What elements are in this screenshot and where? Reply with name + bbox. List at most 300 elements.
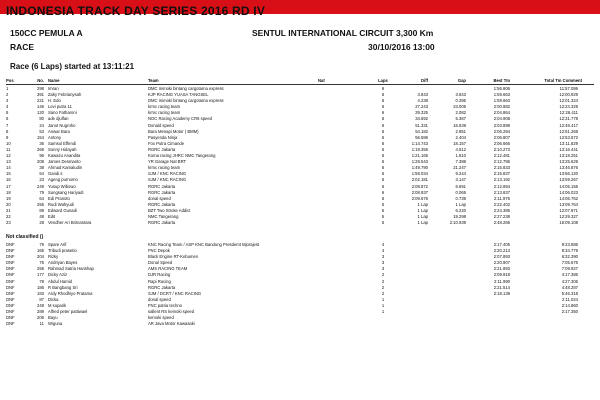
table-row: [0, 220, 600, 226]
cell-no: 48: [39, 213, 44, 219]
cell-diff: 56.586: [415, 134, 428, 140]
cell-name: Kawazu Anandita: [48, 153, 81, 159]
cell-team: donal speed: [148, 296, 171, 302]
cell-diff: 51.331: [415, 122, 428, 128]
cell-total: 2:11.024: [562, 296, 578, 302]
cell-best: 2:24.385: [493, 207, 510, 213]
cell-total: 12:29.327: [559, 213, 578, 219]
cell-team: Black Engine RT-Kebumen: [148, 254, 199, 260]
cell-no: 54: [39, 171, 44, 177]
cell-pos: 9: [6, 134, 9, 140]
cell-name: Tribudi prasetio: [48, 248, 77, 254]
cell-gap: 16.639: [453, 122, 466, 128]
cell-laps: 6: [381, 146, 385, 152]
cell-name: Andriyan Bayes: [48, 260, 78, 266]
cell-total: 5:46.318: [561, 290, 578, 296]
cell-best: 2:13.837: [493, 189, 510, 195]
cell-total: 4:27.306: [561, 278, 578, 284]
cell-total: 4:17.386: [561, 272, 578, 278]
cell-gap: 2.082: [455, 110, 466, 116]
cell-team: KNC Racing Team / ASP KNC Bandung Presdemt Mjorajest: [148, 242, 260, 247]
cell-diff: 1 Lap: [417, 201, 428, 207]
cell-best: 1:56.606: [493, 86, 510, 91]
cell-no: 96: [39, 153, 44, 159]
col-best: Best Tm: [493, 78, 510, 83]
cell-best: 2:04.908: [493, 116, 510, 122]
cell-laps: 6: [381, 116, 385, 122]
cell-gap: 6.220: [455, 207, 466, 213]
cell-best: 2:15.833: [493, 165, 510, 171]
cell-pos: DNF: [6, 309, 15, 315]
cell-total: 13:59.267: [559, 177, 578, 183]
cell-no: 165: [37, 248, 44, 254]
cell-total: 13:18.251: [559, 153, 578, 159]
cell-best: 2:21.893: [493, 266, 510, 272]
cell-no: 78: [39, 278, 44, 284]
cell-laps: 3: [381, 266, 385, 272]
cell-diff: 2:08.937: [411, 189, 428, 195]
cell-gap: 0.739: [455, 195, 466, 201]
cell-gap: 18.157: [453, 140, 466, 146]
cell-team: Bara Menapi Motor ( BMM): [148, 128, 199, 134]
col-laps: Laps: [378, 78, 388, 83]
cell-diff: 4.238: [417, 98, 428, 104]
cell-team: NMC Tangerang: [148, 213, 179, 219]
cell-total: 4:48.287: [561, 284, 578, 290]
cell-team: Donal Speed: [148, 260, 173, 266]
cell-pos: DNF: [6, 290, 15, 296]
cell-total: 12:51.268: [559, 128, 578, 134]
cell-no: 38: [39, 165, 44, 171]
cell-pos: 8: [6, 128, 9, 134]
cell-total: 14:06.023: [559, 189, 578, 195]
cell-team: Koma racing JHRC NMC Tangerang: [148, 153, 216, 159]
cell-total: 13:56.120: [559, 171, 578, 177]
cell-best: 2:12.796: [493, 159, 510, 165]
cell-total: 13:09.764: [559, 201, 578, 207]
cell-best: 1:59.663: [493, 92, 510, 98]
cell-diff: 2:02.181: [411, 177, 428, 183]
cell-pos: DNF: [6, 272, 15, 278]
cell-name: Ardy Rhodhiyo Pratama: [48, 290, 93, 296]
cell-no: 87: [39, 296, 44, 302]
class-name: 150CC PEMULA A: [10, 28, 83, 38]
cell-no: 255: [37, 201, 44, 207]
cell-gap: 0.065: [455, 189, 466, 195]
cell-team: BZT Two Stroke Addict: [148, 207, 191, 213]
cell-gap: 5.367: [455, 116, 466, 122]
cell-pos: 17: [6, 183, 11, 189]
cell-pos: 3: [6, 98, 9, 104]
cell-diff: 1 Lap: [417, 207, 428, 213]
cell-diff: 29.325: [415, 110, 428, 116]
cell-gap: 9.244: [455, 171, 466, 177]
cell-name: Antony: [48, 134, 62, 140]
cell-name: Edit: [48, 213, 56, 219]
cell-gap: 7.388: [455, 159, 466, 165]
cell-total: 12:07.971: [559, 207, 578, 213]
cell-team: RGRC Jakarta: [148, 284, 176, 290]
cell-best: 2:11.976: [494, 195, 510, 201]
cell-team: RGRC Jakarta: [148, 220, 176, 226]
cell-pos: 14: [6, 165, 11, 171]
cell-name: Sano Fatharoni: [48, 110, 77, 116]
cell-gap: 1 Lap: [455, 201, 466, 207]
cell-team: SJM / DCRT / KNC RACING: [148, 290, 202, 296]
cell-no: 23: [39, 177, 44, 183]
cell-gap: 1.810: [455, 153, 466, 159]
cell-laps: 6: [381, 134, 385, 140]
cell-total: 14:05.155: [559, 183, 578, 189]
cell-no: 89: [39, 207, 44, 213]
cell-laps: 6: [381, 177, 385, 183]
cell-team: SJM / KNC RACING: [148, 171, 187, 177]
cell-best: 2:06.666: [493, 140, 510, 146]
cell-total: 13:25.629: [559, 159, 578, 165]
cell-name: Edward Gunadi: [48, 207, 77, 213]
cell-total: 12:26.411: [559, 110, 578, 116]
cell-laps: 4: [381, 248, 385, 254]
cell-no: 80: [39, 116, 44, 122]
session-label: RACE: [10, 42, 35, 52]
cell-laps: 6: [381, 159, 385, 165]
cell-laps: 3: [381, 260, 385, 266]
cell-no: 249: [37, 302, 44, 308]
cell-best: 1:59.663: [493, 98, 510, 104]
col-diff: Diff: [421, 78, 428, 83]
cell-laps: 6: [381, 189, 385, 195]
cell-no: 266: [37, 146, 44, 152]
cell-team: Fox Putra Cimande: [148, 140, 185, 146]
cell-total: 12:48.417: [559, 122, 578, 128]
cell-total: 13:16.441: [559, 146, 578, 152]
cell-pos: DNF: [6, 242, 15, 247]
cell-laps: 5: [381, 220, 385, 226]
cell-best: 2:20.213: [493, 248, 510, 254]
cell-pos: DNF: [6, 254, 15, 260]
cell-gap: 3.843: [455, 92, 466, 98]
cell-team: DMC mimoki bintang cargotama express: [148, 98, 224, 104]
cell-diff: 34.692: [415, 116, 428, 122]
cell-team: sallent RS kemoki speed: [148, 309, 195, 315]
classified-table: [0, 86, 600, 226]
session-datetime: 30/10/2016 13:00: [368, 42, 435, 52]
cell-pos: DNF: [6, 266, 15, 272]
cell-team: kemoki speed: [148, 315, 174, 321]
cell-laps: 6: [381, 98, 385, 104]
cell-team: DJR Racing: [148, 272, 171, 278]
cell-diff: 1:59.034: [411, 171, 428, 177]
cell-name: Janot Nugroho: [48, 122, 76, 128]
cell-no: 249: [37, 183, 44, 189]
cell-no: 146: [37, 104, 44, 110]
cell-diff: 1 Lap: [417, 213, 428, 219]
cell-gap: 4.612: [455, 146, 466, 152]
cell-pos: 12: [6, 153, 11, 159]
cell-name: Dicky Aziz: [48, 272, 68, 278]
cell-no: 289: [37, 309, 44, 315]
cell-no: 11: [39, 321, 44, 327]
cell-pos: 2: [6, 92, 9, 98]
cell-best: 2:07.893: [493, 254, 510, 260]
cell-laps: 6: [381, 110, 385, 116]
col-total: Total Tm Comment: [544, 78, 582, 83]
cell-name: R Bangbang Sri: [48, 284, 78, 290]
cell-diff: 2:09.676: [411, 195, 428, 201]
cell-pos: DNF: [6, 284, 15, 290]
cell-total: 13:46.876: [559, 165, 578, 171]
cell-team: Pasyenda Ninja: [148, 134, 178, 140]
cell-name: ade djulfan: [48, 116, 69, 122]
cell-team: AR Java Motor Kawasaki: [148, 321, 195, 327]
cell-laps: 5: [381, 207, 385, 213]
cell-team: krmc racing team: [148, 110, 181, 116]
col-nat: Nat: [318, 78, 325, 83]
cell-total: 12:24.329: [559, 104, 578, 110]
cell-name: Imran: [48, 86, 59, 91]
cell-name: Abdul Hamid: [48, 278, 72, 284]
cell-name: Ageng purnomo: [48, 177, 78, 183]
cell-pos: 13: [6, 159, 11, 165]
cell-team: Rapi Racing: [148, 278, 171, 284]
cell-best: 2:13.192: [493, 177, 510, 183]
cell-diff: 1:21.165: [411, 153, 428, 159]
cell-no: 28: [39, 220, 44, 226]
cell-pos: 1: [6, 86, 9, 91]
cell-best: 2:11.990: [494, 278, 510, 284]
cell-pos: DNF: [6, 260, 15, 266]
cell-name: Dicka: [48, 296, 59, 302]
cell-gap: 2:10.939: [449, 220, 466, 226]
cell-pos: 11: [6, 146, 11, 152]
cell-best: 2:15.837: [493, 171, 510, 177]
cell-total: 6:32.390: [561, 254, 578, 260]
cell-pos: 10: [6, 140, 11, 146]
cell-pos: 16: [6, 177, 11, 183]
cell-total: 14:06.762: [559, 195, 578, 201]
cell-name: James Desmanto: [48, 159, 81, 165]
cell-team: krmc racing team: [148, 165, 181, 171]
cell-pos: 18: [6, 189, 11, 195]
col-name: Name: [48, 78, 60, 83]
cell-diff: 2:08.872: [411, 183, 428, 189]
cell-laps: 2: [381, 290, 385, 296]
cell-laps: 6: [381, 153, 385, 159]
cell-gap: 19.298: [453, 213, 466, 219]
cell-diff: 1:14.743: [411, 140, 428, 146]
cell-diff: 1:28.543: [411, 159, 428, 165]
cell-total: 2:14.860: [561, 302, 578, 308]
cell-team: RGRC Jakarta: [148, 189, 176, 195]
cell-gap: 6.691: [455, 183, 466, 189]
cell-team: SJM / KNC RACING: [148, 177, 187, 183]
cell-laps: 6: [381, 171, 385, 177]
cell-no: 76: [39, 260, 44, 266]
cell-total: 9:23.886: [561, 242, 578, 247]
cell-best: 2:06.294: [493, 128, 510, 134]
cell-total: 12:00.929: [559, 92, 578, 98]
cell-total: 13:11.829: [559, 140, 578, 146]
col-gap: Gap: [457, 78, 466, 83]
cell-total: 8:34.779: [561, 248, 578, 254]
cell-laps: 2: [381, 284, 385, 290]
cell-name: Ahmad Kamaludin: [48, 165, 83, 171]
cell-no: 298: [37, 86, 44, 91]
cell-best: 2:03.898: [493, 122, 510, 128]
cell-laps: 6: [381, 128, 385, 134]
cell-laps: 6: [381, 140, 385, 146]
cell-best: 2:12.894: [493, 183, 510, 189]
cell-team: NOC Racing Academy CR6 speed: [148, 116, 213, 122]
cell-name: Samsul Effendi: [48, 140, 77, 146]
cell-team: FNC Depok: [148, 248, 170, 254]
cell-total: 7:09.927: [561, 266, 578, 272]
cell-best: 2:00.882: [493, 104, 510, 110]
cell-best: 2:20.907: [493, 260, 510, 266]
cell-diff: 3.843: [417, 92, 428, 98]
cell-total: 12:01.324: [559, 98, 578, 104]
race-info: Race (6 Laps) started at 13:11:21: [10, 62, 135, 71]
cell-diff: 54.182: [415, 128, 428, 134]
cell-laps: 5: [381, 213, 385, 219]
cell-pos: DNF: [6, 248, 15, 254]
cell-name: Rizky: [48, 254, 59, 260]
cell-no: 154: [37, 134, 44, 140]
cell-laps: 1: [381, 302, 385, 308]
table-row: [0, 321, 600, 327]
cell-name: Anwar Bara: [48, 128, 70, 134]
cell-name: Rudi Wahyudi: [48, 201, 74, 207]
cell-best: 2:04.864: [493, 110, 510, 116]
cell-gap: 21.247: [453, 165, 466, 171]
cell-gap: 0.395: [455, 98, 466, 104]
cell-best: 2:10.273: [493, 146, 510, 152]
cell-gap: 2.404: [455, 134, 466, 140]
cell-no: 208: [37, 159, 44, 165]
cell-name: Yusup Wibowo: [48, 183, 76, 189]
cell-no: 79: [39, 242, 44, 247]
col-pos: Pos: [6, 78, 14, 83]
cell-name: Edi Pranoto: [48, 195, 70, 201]
cell-laps: 6: [381, 165, 385, 171]
cell-laps: 1: [381, 309, 385, 315]
cell-best: 2:12.481: [493, 153, 510, 159]
cell-laps: 6: [381, 122, 385, 128]
cell-no: 258: [37, 266, 44, 272]
col-team: Team: [148, 78, 159, 83]
cell-total: 7:05.676: [561, 260, 578, 266]
cell-diff: 27.243: [415, 104, 428, 110]
cell-team: RGRC Jakarta: [148, 183, 176, 189]
cell-no: 206: [37, 315, 44, 321]
cell-name: Wiguna: [48, 321, 63, 327]
cell-no: 53: [39, 128, 44, 134]
cell-total: 2:17.350: [561, 309, 578, 315]
cell-no: 64: [39, 195, 44, 201]
cell-team: donal speed: [148, 195, 171, 201]
cell-pos: DNF: [6, 278, 15, 284]
cell-diff: 1 Lap: [417, 220, 428, 226]
cell-name: Bayu: [48, 315, 58, 321]
cell-diff: 1:19.355: [411, 146, 428, 152]
cell-no: 221: [37, 98, 44, 104]
cell-best: 2:22.402: [493, 201, 510, 207]
cell-gap: 3.147: [455, 177, 466, 183]
cell-team: AMS RACING TEAM: [148, 266, 188, 272]
cell-laps: 3: [381, 254, 385, 260]
cell-gap: 23.005: [453, 104, 466, 110]
cell-diff: 1:49.790: [411, 165, 428, 171]
cell-pos: 21: [6, 207, 11, 213]
cell-pos: 22: [6, 213, 11, 219]
cell-name: Levi putra 11: [48, 104, 72, 110]
cell-pos: 7: [6, 122, 9, 128]
cell-no: 24: [39, 122, 44, 128]
cell-no: 120: [37, 110, 44, 116]
cell-team: krmc racing team: [148, 104, 181, 110]
cell-team: RGRC Jakarta: [148, 146, 176, 152]
cell-team: KJP RACING YUASA TANGSEL: [148, 92, 209, 98]
not-classified-table: [0, 242, 600, 327]
cell-name: Spare Arif: [48, 242, 67, 247]
cell-name: Vendher Ari Brimantara: [48, 220, 92, 226]
cell-laps: 6: [381, 86, 385, 91]
cell-total: 16:09.108: [559, 220, 578, 226]
cell-pos: 6: [6, 116, 9, 122]
cell-name: Sungsang Hariyadi: [48, 189, 84, 195]
cell-laps: 4: [381, 242, 385, 247]
cell-no: 177: [37, 272, 44, 278]
cell-pos: 23: [6, 220, 11, 226]
cell-total: 12:53.672: [559, 134, 578, 140]
cell-name: Alfred peter pattiwael: [48, 309, 88, 315]
cell-no: 391: [37, 92, 44, 98]
cell-laps: 6: [381, 183, 385, 189]
cell-gap: 2.851: [455, 128, 466, 134]
cell-no: 183: [37, 290, 44, 296]
cell-best: 2:21.514: [493, 284, 510, 290]
circuit-name: SENTUL INTERNATIONAL CIRCUIT 3,300 Km: [252, 28, 434, 38]
cell-laps: 5: [381, 201, 385, 207]
cell-total: 11:57.086: [559, 86, 578, 91]
page-title: INDONESIA TRACK DAY SERIES 2016 RD IV: [6, 4, 266, 18]
cell-pos: 20: [6, 201, 11, 207]
cell-pos: 5: [6, 110, 9, 116]
cell-pos: 19: [6, 195, 11, 201]
header-divider: [6, 84, 594, 85]
not-classified-label: Not classified (): [6, 234, 44, 240]
cell-name: Zaky Febrianysah: [48, 92, 82, 98]
cell-name: H. Edo: [48, 98, 61, 104]
cell-best: 2:17.405: [493, 242, 510, 247]
cell-no: 79: [39, 189, 44, 195]
cell-team: Donald speed: [148, 122, 174, 128]
cell-name: M suparik: [48, 302, 67, 308]
cell-pos: DNF: [6, 321, 15, 327]
cell-best: 2:27.238: [493, 213, 510, 219]
cell-best: 2:09.918: [493, 272, 510, 278]
cell-laps: 6: [381, 92, 385, 98]
col-no: No.: [37, 78, 44, 83]
cell-team: DMC mimoki bintang cargotama express: [148, 86, 224, 91]
cell-no: 186: [37, 284, 44, 290]
cell-laps: 2: [381, 278, 385, 284]
cell-team: FNC patria techno: [148, 302, 182, 308]
cell-pos: 15: [6, 171, 11, 177]
cell-name: Sonny Hidayah: [48, 146, 77, 152]
cell-laps: 6: [381, 195, 385, 201]
cell-laps: 1: [381, 296, 385, 302]
